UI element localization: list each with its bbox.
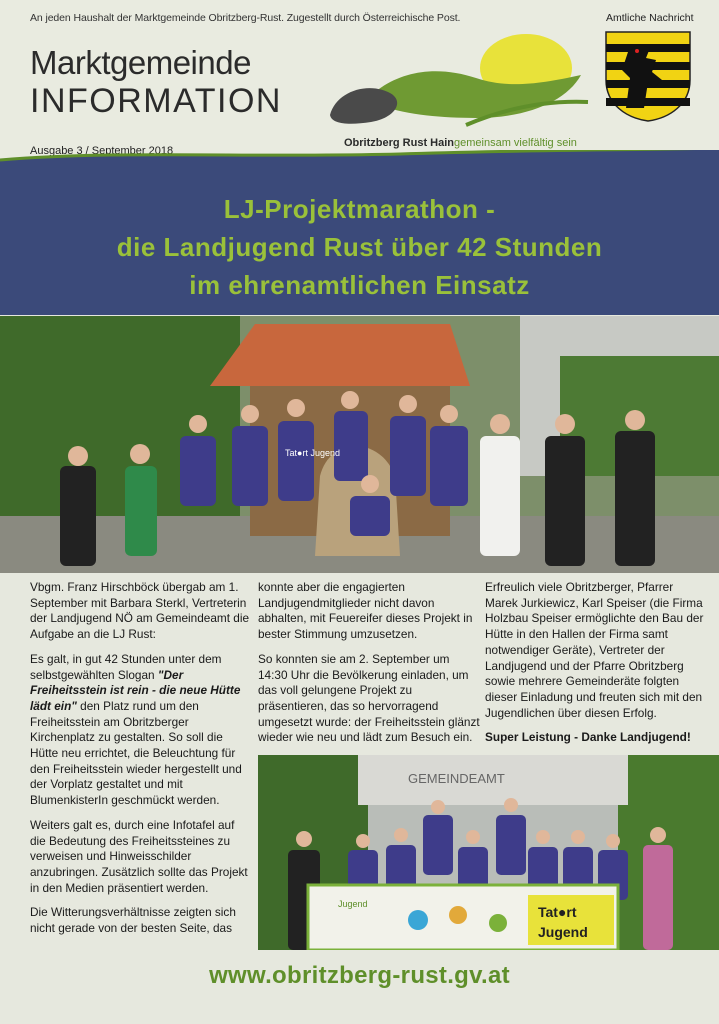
article-paragraph: Vbgm. Franz Hirschböck übergab am 1. September mit Barbara Sterkl, Vertreterin der Landjugend NÖ am Gemeindeamt die Aufgabe an die LJ Rust: bbox=[30, 580, 250, 642]
issue-label: Ausgabe 3 / September 2018 bbox=[30, 145, 174, 157]
headline-line1: LJ-Projektmarathon - bbox=[223, 194, 496, 224]
headline-line2: die Landjugend Rust über 42 Stunden bbox=[116, 232, 603, 262]
building-sign: GEMEINDEAMT bbox=[408, 771, 505, 786]
official-notice-label: Amtliche Nachricht bbox=[606, 12, 694, 24]
slogan-label: gemeinsam vielfältig sein bbox=[454, 137, 577, 149]
coat-of-arms-icon bbox=[604, 30, 692, 122]
shirt-print: Tat●rt Jugend bbox=[285, 448, 340, 458]
municipality-logo bbox=[326, 30, 596, 130]
article-closing: Super Leistung - Danke Landjugend! bbox=[485, 730, 691, 745]
masthead-title-line1: Marktgemeinde bbox=[30, 44, 251, 81]
banner-text-line2: Jugend bbox=[538, 924, 588, 940]
article-paragraph: konnte aber die engagierten Landjugendmitglieder nicht davon abhalten, mit Feuereifer dieses Projekt in bester Stimmung umzusetzen. bbox=[258, 580, 473, 642]
group-photo-freiheitsstein bbox=[0, 316, 719, 573]
headline-line3: im ehrenamtlichen Einsatz bbox=[189, 270, 530, 300]
banner-small-text: Jugend bbox=[338, 899, 368, 909]
article-paragraph: Weiters galt es, durch eine Infotafel auf die Bedeutung des Freiheitssteines zu verweisen und Hinweisschilder anzubringen. Zusätzlich sollte das Projekt in den Medien präsentiert werden. bbox=[30, 817, 248, 895]
article-paragraph: Die Witterungsverhältnisse zeigten sich nicht gerade von der besten Seite, das bbox=[30, 905, 236, 936]
masthead-title-line2: INFORMATION bbox=[30, 82, 282, 120]
places-label: Obritzberg Rust Hain bbox=[344, 137, 455, 149]
article-paragraph: So konnten sie am 2. September um 14:30 Uhr die Bevölkerung einladen, um das voll gelungene Projekt zu präsentieren, das so hervorragend umgesetzt wurde: der Freiheitsstein glänzt wieder wie neu und lädt zum Besuch ein. bbox=[258, 651, 480, 745]
article-paragraph: Erfreulich viele Obritzberger, Pfarrer Marek Jurkiewicz, Karl Speiser (die Firma Holzbau Speiser ermöglichte den Bau der Hütte in den Hallen der Firma samt notwendiger Geräte), Vertreter der Landjugend und der Pfarre Obritzberg sowie mehrere Gemeinderäte folgten dieser Einladung und freuten sich mit den Jugendlichen über diesen Erfolg. bbox=[485, 580, 704, 720]
distribution-note: An jeden Haushalt der Marktgemeinde Obritzberg-Rust. Zugestellt durch Österreichische Post. bbox=[30, 12, 461, 24]
headline bbox=[0, 190, 719, 304]
website-link[interactable]: www.obritzberg-rust.gv.at bbox=[209, 962, 510, 989]
article-column-3 bbox=[485, 580, 707, 755]
group-photo-gemeindeamt bbox=[258, 755, 719, 950]
banner-text-line1: Tat●rt bbox=[538, 904, 577, 920]
article-column-1 bbox=[30, 580, 252, 946]
article-paragraph: Es galt, in gut 42 Stunden unter dem selbstgewählten Slogan "Der Freiheitsstein ist rein - die neue Hütte lädt ein" den Platz rund um den Freiheitsstein am Obritzberger Kirchenplatz zu gestalten. So soll die Hütte neu errichtet, die Beleuchtung für den Freiheitsstein wieder hergestellt und der Vorplatz gestaltet und mit BlumenkisterIn geschmückt werden. bbox=[30, 651, 242, 808]
article-column-2 bbox=[258, 580, 480, 755]
